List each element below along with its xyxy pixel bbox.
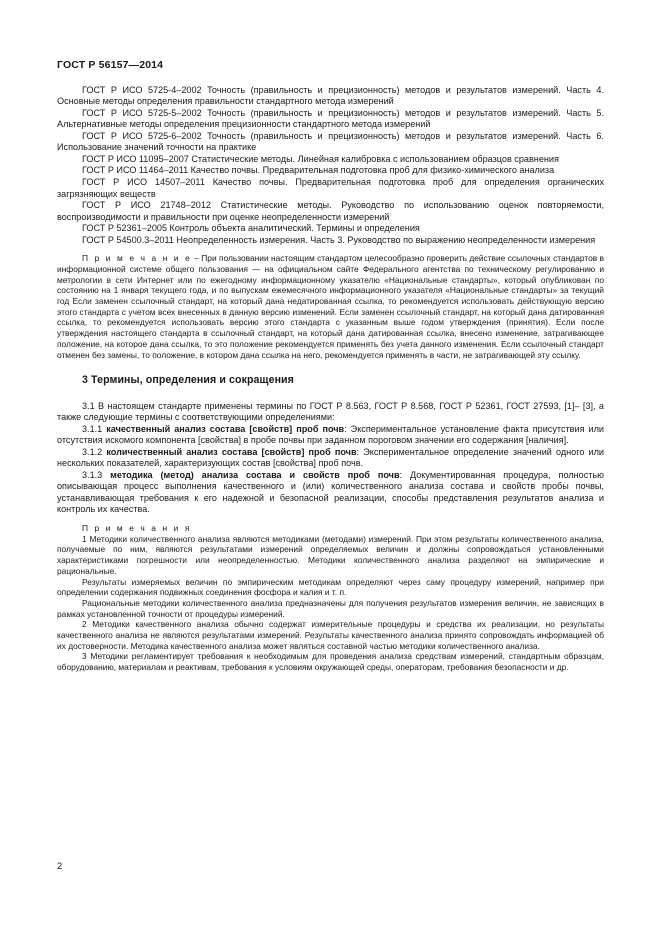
term-name: методика (метод) анализа состава и свойств проб почв <box>110 469 400 480</box>
note-label: П р и м е ч а н и е <box>82 253 192 264</box>
note-item: 2 Методики качественного анализа обычно содержат измерительные процедуры и средства их реализации, но результаты качественного анализа не являются результатами измерений. Результаты качественного анализа принято сопровождать информацией об их достоверности. Методика качественного анализа может являться составной частью методики количественного анализа. <box>57 619 604 651</box>
page-number: 2 <box>57 860 63 871</box>
spacer <box>57 516 604 523</box>
note-item: Рациональные методики количественного анализа предназначены для получения результатов измерения величин, не зависящих в рамках установленной точности от процедуры измерений. <box>57 597 604 619</box>
reference-note <box>57 253 604 360</box>
section-intro: 3.1 В настоящем стандарте применены термины по ГОСТ Р 8.563, ГОСТ Р 8.568, ГОСТ Р 52361, ГОСТ 27593, [1]– [3], а также следующие термины с соответствующими определениями: <box>57 400 604 423</box>
term-definition: : Документированная процедура, полностью описывающая процесс выполнения качественного и (или) количественного анализа состава и свойств пробы почвы, устанавливающая требования к его надежной и безопасной реализации, способы представления результатов анализа и контроль их качества. <box>57 469 604 515</box>
term-number: 3.1.3 <box>82 469 111 480</box>
reference-item: ГОСТ Р ИСО 5725-6–2002 Точность (правильность и прецизионность) методов и результатов измерений. Часть 6. Использование значений точности на практике <box>57 130 604 153</box>
reference-item: ГОСТ Р ИСО 11464–2011 Качество почвы. Предварительная подготовка проб для физико-химического анализа <box>82 165 555 176</box>
term-definition: : Экспериментальное определение значений одного или нескольких показателей, характеризующих состав [свойства] проб почв. <box>57 446 605 469</box>
spacer <box>57 360 604 374</box>
document-header: ГОСТ Р 56157—2014 <box>57 59 164 71</box>
term-name: количественный анализ состава [свойств] проб почв <box>106 446 357 457</box>
notes-label-text: П р и м е ч а н и я <box>82 522 192 533</box>
term-entry <box>57 424 604 447</box>
spacer <box>57 246 604 253</box>
note-text: – При пользовании настоящим стандартом целесообразно проверить действие ссылочных стандартов в информационной системе общего пользования — на официальном сайте Федерального агентства по техническому регулированию и метрологии в сети Интернет или по ежегодному информационному указателю «Национальные стандарты», который опубликован по состоянию на 1 января текущего года, и по выпускам ежемесячного информационного указателя «Национальные стандарты» за текущий год Если заменен ссылочный стандарт, на который дана недатированная ссылка, то рекомендуется использовать действующую версию этого стандарта с учетом всех внесенных в данную версию изменений. Если заменен ссылочный стандарт, на который дана датированная ссылка, то рекомендуется использовать версию этого стандарта с указанным выше годом утверждения (принятия). Если после утверждения настоящего стандарта в ссылочный стандарт, на который дана датированная ссылка, внесено изменение, затрагивающее положение, на которое дана ссылка, то это положение рекомендуется применять без учета данного изменения. Если ссылочный стандарт отменен без замены, то положение, в котором дана ссылка на него, рекомендуется применять в части, не затрагивающей эту ссылку. <box>57 253 604 360</box>
reference-item: ГОСТ Р ИСО 5725-5–2002 Точность (правильность и прецизионность) методов и результатов измерений. Часть 5. Альтернативные методы определения прецизионности стандартного метода измерений <box>57 107 604 130</box>
note-item: Результаты измеряемых величин по эмпирическим методикам определяют через саму процедуру измерений, например при определении содержания подвижных соединения фосфора и калия и т. п. <box>57 576 604 598</box>
term-entry <box>57 447 604 470</box>
note-item: 3 Методики регламентирует требования к необходимым для проведения анализа средствам измерений, стандартным образцам, оборудованию, материалам и реактивам, требования к условиям окружающей среды, операторам, требования безопасности и др. <box>57 651 604 673</box>
note-item: 1 Методики количественного анализа являются методиками (методами) измерений. При этом результаты количественного анализа, получаемые по ним, являются результатами измерений определяемых величин и должны сопровождаться установленными характеристиками погрешности или неопределенностью. Методики количественного анализа разделяют на эмпирические и рациональные. <box>57 533 604 576</box>
term-entry <box>57 470 604 516</box>
term-number: 3.1.2 <box>82 446 107 457</box>
page-content <box>57 59 604 673</box>
section-title: 3 Термины, определения и сокращения <box>82 374 294 387</box>
term-definition: : Экспериментальное установление факта присутствия или отсутствия искомого компонента [свойства] в пробе почвы при заданном пороговом значении его содержания [наличия]. <box>57 423 604 446</box>
notes-label <box>57 523 604 534</box>
reference-item: ГОСТ Р ИСО 14507–2011 Качество почвы. Предварительная подготовка проб для определения органических загрязняющих веществ <box>57 176 604 199</box>
reference-item: ГОСТ Р 54500.3–2011 Неопределенность измерения. Часть 3. Руководство по выражению неопределенности измерения <box>82 234 596 245</box>
spacer <box>57 388 604 401</box>
reference-item: ГОСТ Р ИСО 11095–2007 Статистические методы. Линейная калибровка с использованием образцов сравнения <box>82 153 559 164</box>
reference-item: ГОСТ Р 52361–2005 Контроль объекта аналитический. Термины и определения <box>82 223 420 234</box>
reference-item: ГОСТ Р ИСО 5725-4–2002 Точность (правильность и прецизионность) методов и результатов измерений. Часть 4. Основные методы определения правильности стандартного метода измерений <box>57 84 604 107</box>
term-name: качественный анализ состава [свойств] проб почв <box>106 423 345 434</box>
reference-item: ГОСТ Р ИСО 21748–2012 Статистические методы. Руководство по использованию оценок повторяемости, воспроизводимости и правильности при оценке неопределенности измерений <box>57 200 604 222</box>
term-number: 3.1.1 <box>82 423 107 434</box>
